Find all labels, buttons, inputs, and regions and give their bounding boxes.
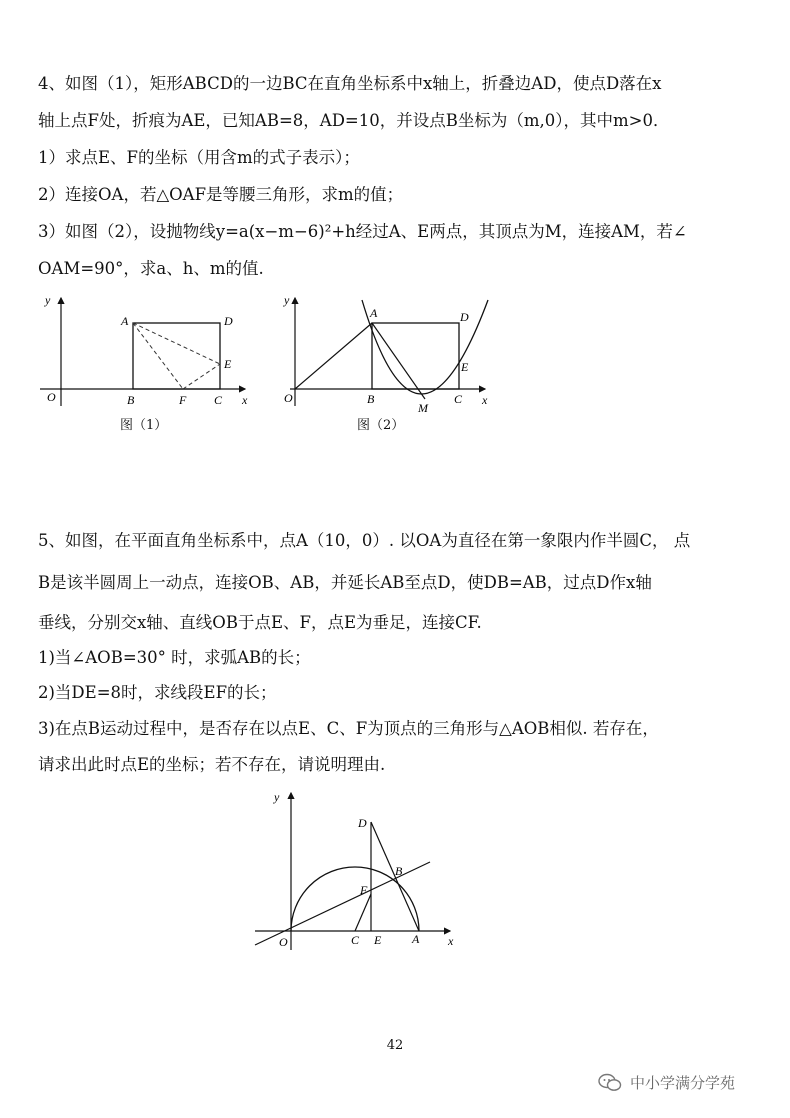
fig1-label-f: F	[179, 393, 187, 407]
fig1-label-y: y	[45, 293, 51, 307]
problem5-line-1: 5、如图，在平面直角坐标系中，点A（10，0）. 以OA为直径在第一象限内作半圆C， 点	[38, 531, 691, 550]
fig3-label-a: A	[412, 932, 420, 946]
problem5-line-3: 垂线，分别交x轴、直线OB于点E、F，点E为垂足，连接CF.	[38, 613, 482, 632]
fig1-label-o: O	[47, 390, 56, 404]
fig3-label-b: B	[395, 864, 403, 878]
watermark-text: 中小学满分学苑	[630, 1074, 736, 1092]
figure-2	[270, 288, 500, 418]
fig2-label-y: y	[284, 293, 290, 307]
figure-1-caption: 图（1）	[120, 418, 168, 433]
problem4-line-6: OAM=90°，求a、h、m的值.	[38, 259, 264, 278]
fig3-label-x: x	[448, 934, 454, 948]
watermark	[598, 1072, 735, 1093]
fig2-rectangle-abcd	[372, 323, 459, 389]
fig2-parabola	[362, 300, 488, 394]
fig1-label-b: B	[127, 393, 135, 407]
fig1-label-d: D	[224, 314, 233, 328]
fig3-segment-cf	[355, 894, 371, 931]
problem5-line-7: 请求出此时点E的坐标；若不存在，请说明理由.	[38, 755, 386, 774]
problem4-line-3: 1）求点E、F的坐标（用含m的式子表示）；	[38, 148, 360, 167]
problem5-line-4: 1)当∠AOB=30° 时，求弧AB的长；	[38, 648, 311, 667]
fig2-label-b: B	[367, 392, 375, 406]
fig1-label-c: C	[214, 393, 223, 407]
fig1-dashed-fe	[183, 364, 220, 389]
fig3-label-f: F	[360, 883, 368, 897]
problem4-line-1: 4、如图（1），矩形ABCD的一边BC在直角坐标系中x轴上，折叠边AD，使点D落在x	[38, 74, 662, 93]
problem4-line-5: 3）如图（2），设抛物线y=a(x−m−6)²+h经过A、E两点，其顶点为M，连接AM，若∠	[38, 222, 687, 241]
wechat-icon	[598, 1073, 622, 1093]
fig1-label-a: A	[121, 314, 129, 328]
problem4-line-2: 轴上点F处，折痕为AE，已知AB=8，AD=10，并设点B坐标为（m,0），其中m>0．	[38, 111, 670, 130]
fig1-rectangle-abcd	[133, 323, 220, 389]
fig2-label-x: x	[482, 393, 488, 407]
problem5-line-5: 2)当DE=8时，求线段EF的长；	[38, 683, 277, 702]
problem4-line-4: 2）连接OA，若△OAF是等腰三角形，求m的值；	[38, 185, 404, 204]
fig2-label-a: A	[370, 306, 378, 320]
fig1-label-e: E	[224, 357, 232, 371]
fig1-dashed-ae	[133, 323, 220, 364]
fig2-label-o: O	[284, 391, 293, 405]
fig3-label-d: D	[358, 816, 367, 830]
fig3-label-e: E	[374, 933, 382, 947]
fig3-line-ob	[255, 862, 430, 945]
figure-1	[35, 288, 265, 418]
fig2-segment-oa	[295, 323, 372, 389]
fig3-label-y: y	[274, 790, 280, 804]
fig2-label-c: C	[454, 392, 463, 406]
fig1-label-x: x	[242, 393, 248, 407]
fig2-segment-am	[372, 323, 425, 399]
problem5-line-2: B是该半圆周上一动点，连接OB、AB，并延长AB至点D，使DB=AB，过点D作x轴	[38, 573, 652, 592]
fig2-label-m: M	[418, 401, 428, 415]
fig2-label-e: E	[461, 360, 469, 374]
fig3-label-o: O	[279, 935, 288, 949]
problem5-line-6: 3)在点B运动过程中，是否存在以点E、C、F为顶点的三角形与△AOB相似. 若存在，	[38, 719, 659, 738]
page-number: 42	[386, 1038, 404, 1053]
figure-2-caption: 图（2）	[357, 418, 405, 433]
fig3-label-c: C	[351, 933, 360, 947]
fig1-dashed-af	[133, 323, 183, 389]
figure-3	[250, 785, 480, 955]
fig2-label-d: D	[460, 310, 469, 324]
